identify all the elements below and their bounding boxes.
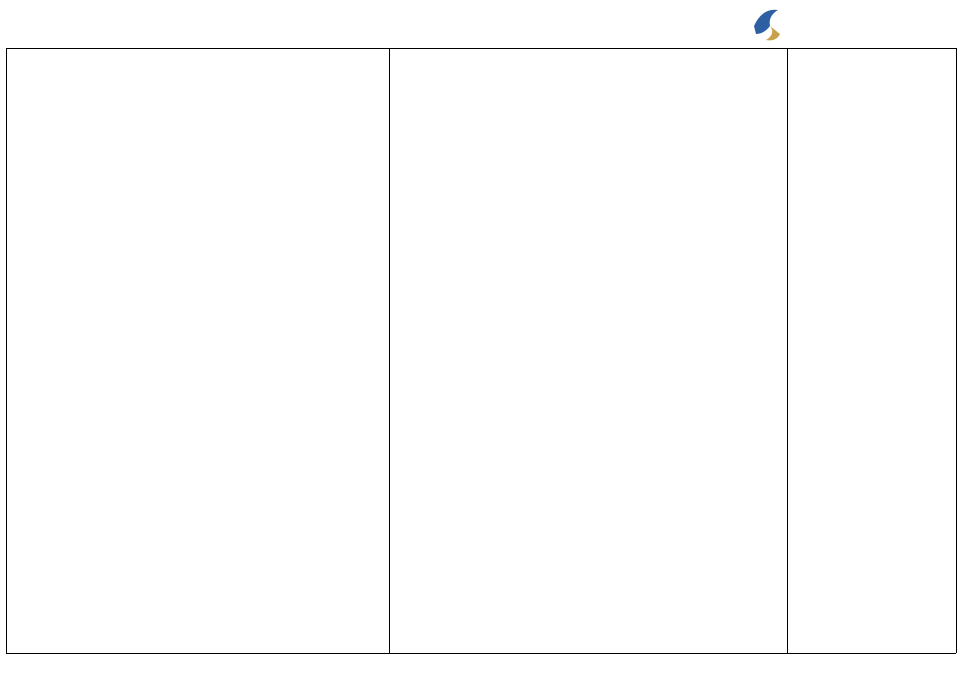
column-divider-1 bbox=[389, 48, 390, 653]
content-column bbox=[398, 52, 782, 58]
column-divider-2 bbox=[787, 48, 788, 653]
table-border-right bbox=[956, 48, 957, 653]
table-border-left bbox=[6, 48, 7, 653]
table-frame bbox=[6, 48, 956, 654]
